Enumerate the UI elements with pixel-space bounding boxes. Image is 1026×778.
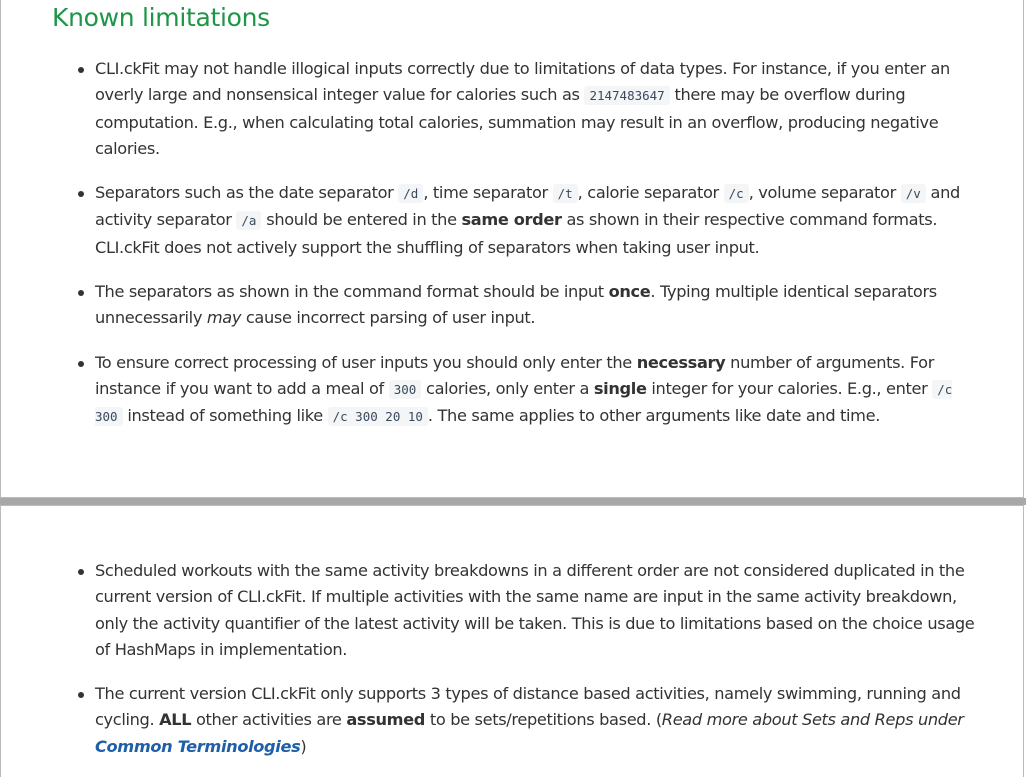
text: . Typing multiple identical separators unnecessarily [95,282,937,328]
text: The current version CLI.ckFit only supports 3 types of distance based activities, namely swimming, running and cycling. [95,684,961,730]
list-item-separator-order [95,180,979,261]
list-item-distance-activities [95,681,979,760]
italic-text: Read more about Sets and Reps under [661,710,964,730]
inline-code: /a [236,211,261,230]
bold-text: same order [461,210,562,230]
text: To ensure correct processing of user inputs you should only enter the [95,352,637,372]
text: . The same applies to other arguments like date and time. [427,406,881,426]
page-break [0,498,1026,505]
list-item-separator-once [95,279,979,332]
text: ) [300,736,307,756]
list-item-necessary-arguments [95,350,979,431]
page-bottom [0,505,1024,777]
text: other activities are [191,710,347,730]
inline-code: /t [553,184,578,203]
bold-text: once [608,282,651,302]
text: , volume separator [748,183,901,203]
bold-text: ALL [159,710,192,730]
text: integer for your calories. E.g., enter [646,378,933,398]
text: , calorie separator [577,183,724,203]
italic-text: may [206,308,242,328]
text: there may be overflow during computation. E.g., when calculating total calories, summation may result in an overflow, producing negative calories. [95,85,939,158]
text: should be entered in the [261,210,462,230]
limitations-list-continued [95,558,979,778]
text: to be sets/repetitions based. ( [425,710,662,730]
text: cause incorrect parsing of user input. [241,308,536,328]
section-heading-known-limitations: Known limitations [52,3,270,32]
bold-text: necessary [636,352,726,372]
limitations-list [95,56,979,449]
inline-code: /d [398,184,423,203]
text: calories, only enter a [421,378,594,398]
text: and activity separator [95,183,960,230]
common-terminologies-link[interactable]: Common Terminologies [95,736,301,756]
list-item-scheduled-workouts [95,558,979,663]
text: Separators such as the date separator [95,183,399,203]
inline-code: /c [724,184,749,203]
inline-code: 300 [389,380,422,399]
bold-text: single [593,378,647,398]
inline-code: /c 300 [95,381,953,425]
text: Scheduled workouts with the same activity breakdowns in a different order are not considered duplicated in the current version of CLI.ckFit. If multiple activities with the same name are input in the same activity breakdown, only the activity quantifier of the latest activity will be taken. This is due to limitations based on the choice usage of HashMaps in implementation. [95,561,975,659]
text: instead of something like [122,406,328,426]
list-item-overflow [95,56,979,162]
inline-code: /v [901,184,926,203]
inline-code: 2147483647 [584,86,669,105]
text: CLI.ckFit may not handle illogical inputs correctly due to limitations of data types. For instance, if you enter an overly large and nonsensical integer value for calories such as [95,59,950,105]
text: , time separator [423,183,553,203]
bold-text: assumed [346,710,426,730]
text: The separators as shown in the command format should be input [95,282,609,302]
text: number of arguments. For instance if you want to add a meal of [95,352,935,398]
inline-code: /c 300 20 10 [328,407,428,426]
text: as shown in their respective command formats. CLI.ckFit does not actively support the shuffling of separators when taking user input. [95,210,938,257]
